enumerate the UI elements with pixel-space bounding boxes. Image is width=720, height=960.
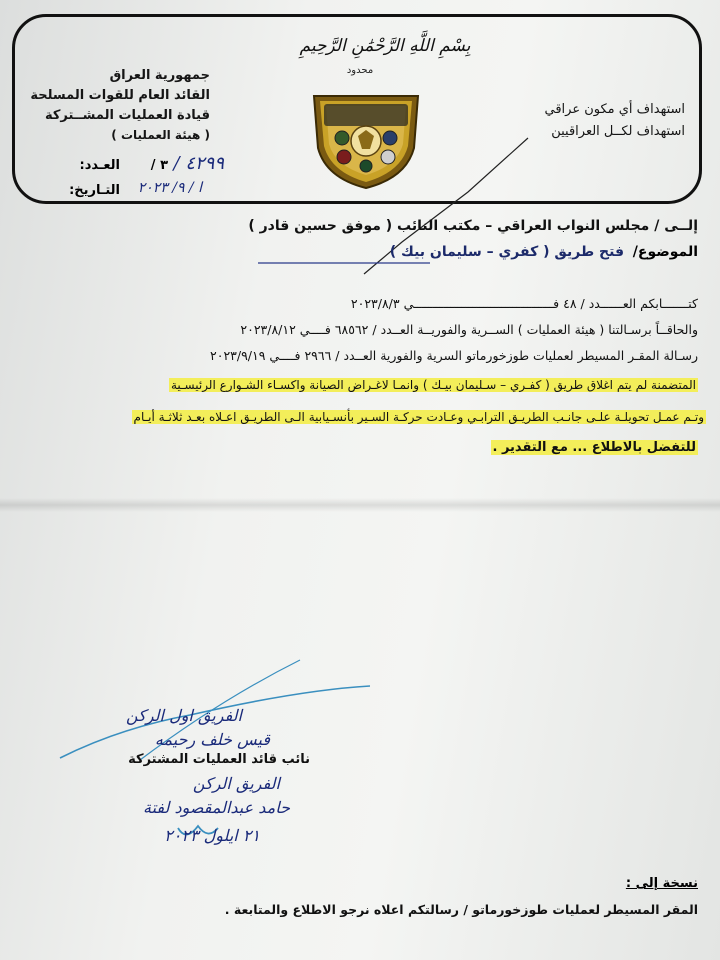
- date-label: التـاريخ:: [69, 183, 120, 198]
- body-line-5-wrap: [132, 410, 706, 424]
- body-line-4: المتضمنة لم يتم اغلاق طريق ( كفـري – سـليمان بيـك ) وانمـا لاغـراض الصيانة واكسـاء الشـوارع الرئيسـية: [170, 378, 696, 392]
- slogan-line-2: استهداف لكــل العراقيين: [551, 124, 685, 139]
- signer-title: نائب قائد العمليات المشتركة: [128, 752, 310, 767]
- basmala: بِسْمِ اللَّهِ الرَّحْمَٰنِ الرَّحِيمِ: [299, 36, 471, 56]
- body-line-1: كتـــــــابكم العــــــدد / ٤٨ فــــــــــــــــــــــــــــــــــــــي ٢٠٢٣/٨/٣: [350, 296, 698, 311]
- subject-label: الموضوع/: [632, 244, 698, 260]
- body-line-5: وتـم عمـل تحويلـة علـى جانـب الطريـق الترابـي وعـادت حركـة السـير بأنسـيابية الـى الطريـق اعـلاه بعـد ثلاثـة أيـام: [133, 410, 704, 424]
- header-command: قيادة العمليات المشــتركة: [44, 108, 210, 123]
- signer-name-handwritten: قيس خلف رحيمه: [154, 730, 270, 749]
- signature-date-handwritten: ٢١ ايلول ٢٠٢٣: [164, 826, 260, 845]
- number-label: العـدد:: [79, 158, 120, 173]
- signer-rank-handwritten: الفريق اول الركن: [126, 706, 242, 725]
- body-line-4-wrap: [169, 378, 698, 392]
- recipient-line: إلــى / مجلس النواب العراقي – مكتب النائب ( موفق حسين قادر ): [248, 218, 698, 234]
- body-line-2: والحاقــاً برسـالتنا ( هيئة العمليات ) الســرية والفوريــة العــدد / ٦٨٥٦٢ فــــي ٢٠٢٣/٨/١٢: [240, 322, 698, 337]
- body-line-6-wrap: [491, 440, 699, 455]
- header-department: ( هيئة العمليات ): [111, 128, 210, 142]
- header-country: جمهورية العراق: [109, 68, 210, 83]
- date-handwritten: ا / ٩/ ٢٠٢٣: [137, 180, 202, 196]
- slogan-line-1: استهداف أي مكون عراقي: [544, 102, 685, 117]
- copy-to-label: نسخة إلى :: [625, 876, 698, 891]
- second-name-handwritten: حامد عبدالمقصود لفتة: [143, 798, 290, 817]
- classification-label: محدود: [346, 65, 374, 76]
- second-rank-handwritten: الفريق الركن: [192, 774, 280, 793]
- number-printed: ٣ /: [150, 158, 168, 173]
- number-handwritten: ٤٢٩٩ /: [173, 153, 224, 174]
- body-line-6: للتفضل بالاطلاع ... مع التقدير .: [492, 440, 696, 455]
- body-line-3: رسـالة المقـر المسيطر لعمليات طوزخورماتو السرية والفورية العــدد / ٢٩٦٦ فــــي ٢٠٢٣/٩/١٩: [210, 348, 698, 363]
- subject-text: فتح طريق ( كفري – سليمان بيك ): [389, 244, 624, 260]
- header-commander: القائد العام للقوات المسلحة: [30, 88, 210, 103]
- copy-to-line: المقر المسيطر لعمليات طوزخورماتو / رسالتكم اعلاه نرجو الاطلاع والمتابعة .: [224, 902, 698, 917]
